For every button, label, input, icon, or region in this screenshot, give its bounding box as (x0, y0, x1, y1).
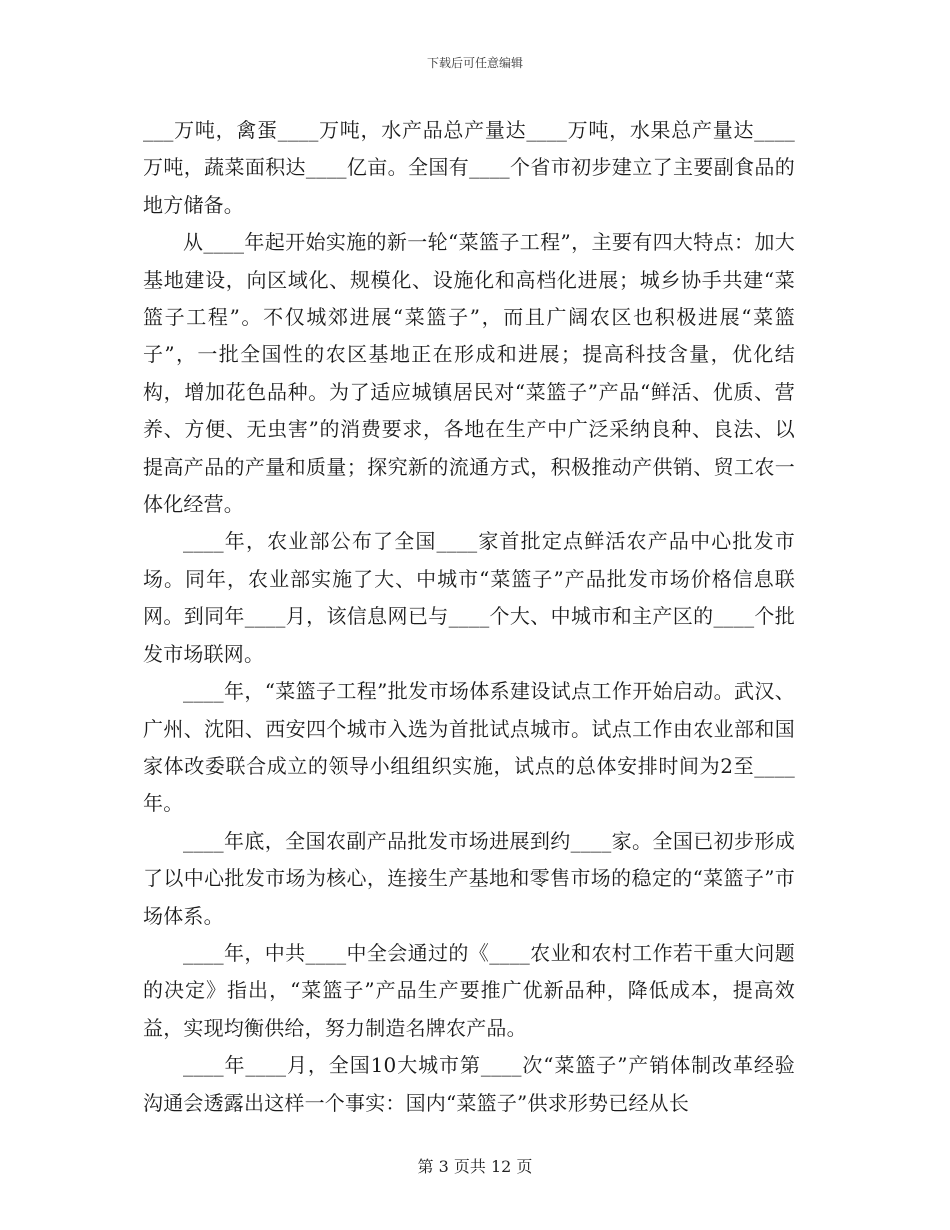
paragraph-3: ____年，农业部公布了全国____家首批定点鲜活农产品中心批发市场。同年，农业部实施了大、中城市“菜篮子”产品批发市场价格信息联网。到同年____月，该信息网已与____个大、中城市和主产区的____个批发市场联网。 (143, 529, 795, 666)
paragraph-2: 从____年起开始实施的新一轮“菜篮子工程”，主要有四大特点：加大基地建设，向区域化、规模化、设施化和高档化进展；城乡协手共建“菜篮子工程”。不仅城郊进展“菜篮子”，而且广阔农区也积极进展“菜篮子”，一批全国性的农区基地正在形成和进展；提高科技含量，优化结构，增加花色品种。为了适应城镇居民对“菜篮子”产品“鲜活、优质、营养、方便、无虫害”的消费要求，各地在生产中广泛采纳良种、良法、以提高产品的产量和质量；探究新的流通方式，积极推动产供销、贸工农一体化经营。 (143, 230, 795, 517)
page-header: 下载后可任意编辑 (426, 56, 523, 70)
paragraph-7: ____年____月，全国10大城市第____次“菜篮子”产销体制改革经验沟通会透露出这样一个事实：国内“菜篮子”供求形势已经从长 (143, 1053, 795, 1115)
paragraph-5: ____年底，全国农副产品批发市场进展到约____家。全国已初步形成了以中心批发市场为核心，连接生产基地和零售市场的稳定的“菜篮子”市场体系。 (143, 828, 795, 928)
document-body (143, 112, 795, 1122)
paragraph-6: ____年，中共____中全会通过的《____农业和农村工作若干重大问题的决定》指出，“菜篮子”产品生产要推广优新品种，降低成本，提高效益，实现均衡供给，努力制造名牌农产品。 (143, 940, 795, 1040)
paragraph-4: ____年，“菜篮子工程”批发市场体系建设试点工作开始启动。武汉、广州、沈阳、西安四个城市入选为首批试点城市。试点工作由农业部和国家体改委联合成立的领导小组组织实施，试点的总体安排时间为2至____年。 (143, 679, 795, 816)
paragraph-1: ___万吨，禽蛋____万吨，水产品总产量达____万吨，水果总产量达____万吨，蔬菜面积达____亿亩。全国有____个省市初步建立了主要副食品的地方储备。 (143, 118, 795, 217)
page-footer: 第 3 页共 12 页 (417, 1157, 533, 1176)
